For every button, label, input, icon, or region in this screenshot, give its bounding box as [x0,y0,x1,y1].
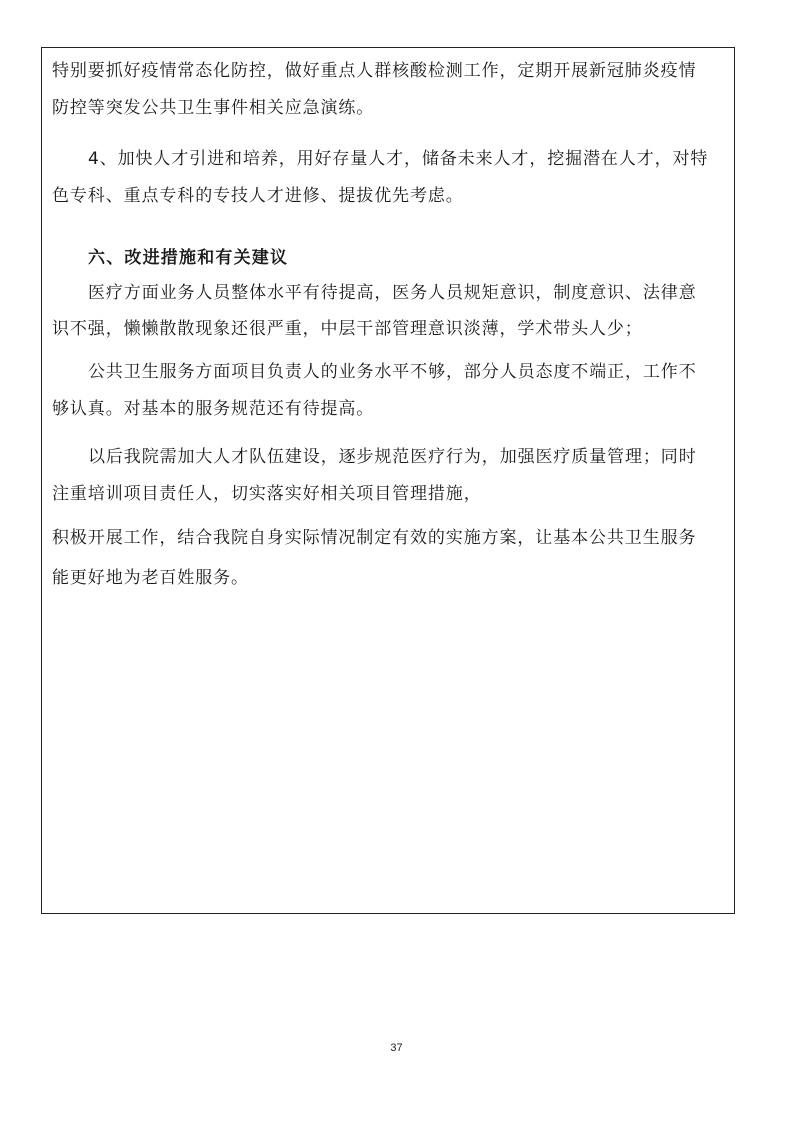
text-line: 能更好地为老百姓服务。 [52,568,249,588]
text-line: 积极开展工作，结合我院自身实际情况制定有效的实施方案，让基本公共卫生服务 [52,528,697,548]
paragraph-line: 以后我院需加大人才队伍建设，逐步规范医疗行为，加强医疗质量管理；同时 [88,447,697,467]
document-table-frame [41,47,735,914]
text-line: 注重培训项目责任人，切实落实好相关项目管理措施， [52,484,482,504]
text-line: 够认真。对基本的服务规范还有待提高。 [52,399,375,419]
paragraph-line: 医疗方面业务人员整体水平有待提高，医务人员规矩意识，制度意识、法律意 [88,283,697,303]
list-item-4-line: 4、加快人才引进和培养，用好存量人才，储备未来人才，挖掘潜在人才，对特 [88,149,709,169]
section-heading: 六、改进措施和有关建议 [88,248,289,268]
text-line: 色专科、重点专科的专技人才进修、提拔优先考虑。 [52,186,464,206]
paragraph-line: 公共卫生服务方面项目负责人的业务水平不够，部分人员态度不端正，工作不 [88,362,697,382]
text-line: 识不强，懒懒散散现象还很严重，中层干部管理意识淡薄，学术带头人少； [52,319,643,339]
page-number: 37 [390,1042,403,1054]
text-line: 防控等突发公共卫生事件相关应急演练。 [52,98,375,118]
text-line: 特别要抓好疫情常态化防控，做好重点人群核酸检测工作，定期开展新冠肺炎疫情 [52,61,697,81]
